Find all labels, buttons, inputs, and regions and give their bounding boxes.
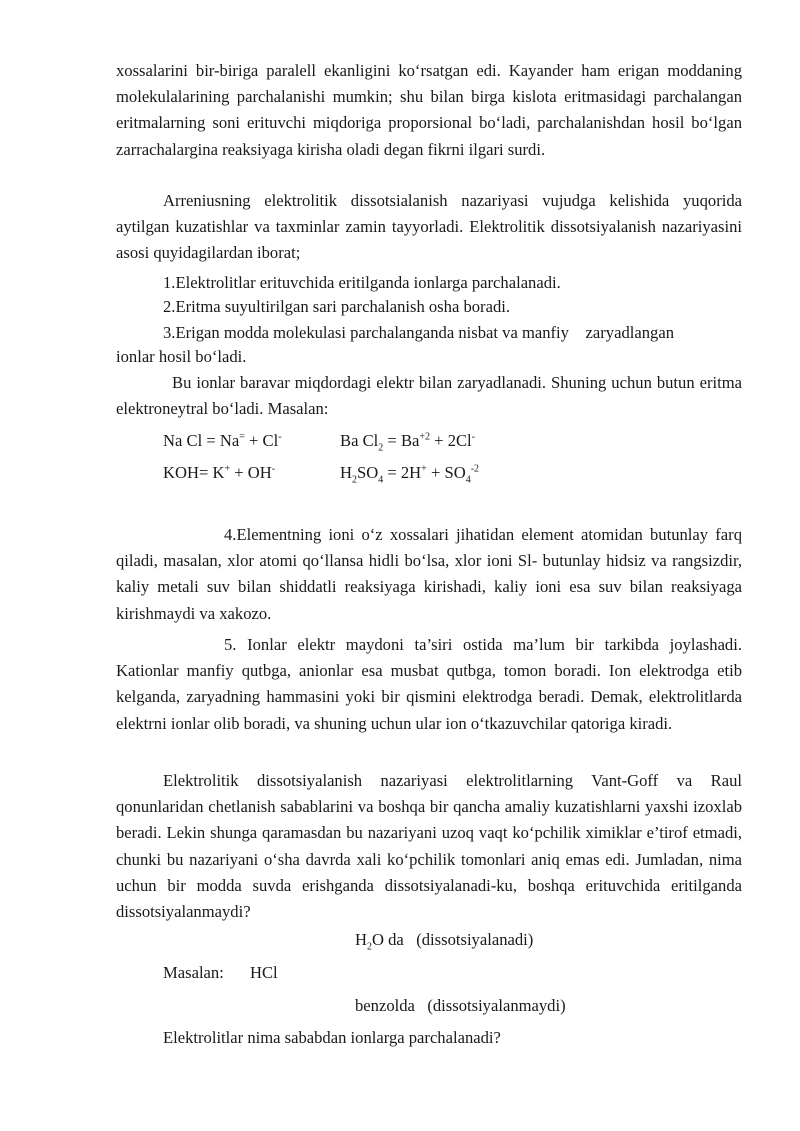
paragraph-element-ion: 4.Elementning ioni o‘z xossalari jihatidan element atomidan butunlay farq qiladi, masalan, xlor atomi qo‘llansa hidli bo‘lsa, xlor ioni Sl- butunlay hidsiz va rangsizdir, kaliy metali suv bilan shiddatli reaksiyaga kirishadi, kaliy ioni esa suv bilan reaksiyaga kirishmaydi va xakozo. xyxy=(116,525,742,623)
equation-nacl: Na Cl = Na= + Cl- xyxy=(163,431,282,450)
equation-h2so4: $H_2SO_4 = 2H^+ + SO_4^{-2}$ xyxy=(340,463,480,486)
paragraph-ions-field: 5. Ionlar elektr maydoni ta’siri ostida ma’lum bir tarkibda joylashadi. Kationlar manfiy qutbga, anionlar esa musbat qutbga, tomon boradi. Ion elektrodga etib kelganda, zaryadning hammasini yoki bir qismini elektrodga beradi. Demak, elektrolitlarda elektrni ionlar olib boradi, va shuning uchun ular ion o‘tkazuvchilar qatoriga kiradi. xyxy=(116,635,742,733)
closing-question: Elektrolitlar nima sababdan ionlarga parchalanadi? xyxy=(163,1028,501,1047)
example-label: Masalan: xyxy=(163,963,224,982)
list-item-1: 1.Elektrolitlar erituvchida eritilganda ionlarga parchalanadi. xyxy=(163,273,561,292)
paragraph-kayander: xossalarini bir-biriga paralell ekanligini ko‘rsatgan edi. Kayander ham erigan moddaning molekulalarining parchalanishi mumkin; shu bilan birga kislota eritmasidagi parchalangan eritmalarning soni erituvchi miqdoriga proporsional bo‘ladi, parchalanishdan hosil bo‘lgan zarrachalargina reaksiyaga kirisha oladi degan fikrni ilgari surdi. xyxy=(116,61,742,159)
list-item-2: 2.Eritma suyultirilgan sari parchalanish osha boradi. xyxy=(163,297,510,316)
paragraph-ions-charge: Bu ionlar baravar miqdordagi elektr bilan zaryadlanadi. Shuning uchun butun eritma elektroneytral bo‘ladi. Masalan: xyxy=(116,373,742,419)
equation-bacl2: Ba $Cl_2 = Ba^{+2} + 2Cl^-$ xyxy=(340,431,476,454)
example-h2o: $H_2O$ da (dissotsiyalanadi) xyxy=(355,930,534,953)
paragraph-arrenius: Arreniusning elektrolitik dissotsialanish nazariyasi vujudga kelishida yuqorida aytilgan kuzatishlar va taxminlar zamin tayyorladi. Elektrolitik dissotsiyalanish nazariyasini asosi quyidagilardan iborat; xyxy=(116,191,742,263)
list-item-3-continuation: ionlar hosil bo‘ladi. xyxy=(116,347,247,366)
example-hcl: HCl xyxy=(250,963,278,982)
equation-koh: KOH= K+ + OH- xyxy=(163,463,276,482)
example-benzene: benzolda (dissotsiyalanmaydi) xyxy=(355,996,566,1015)
list-item-3: 3.Erigan modda molekulasi parchalanganda nisbat va manfiy zaryadlangan xyxy=(163,323,674,342)
paragraph-theory: Elektrolitik dissotsiyalanish nazariyasi elektrolitlarning Vant-Goff va Raul qonunlaridan chetlanish sabablarini va boshqa bir qancha amaliy kuzatishlarni yaxshi izoxlab beradi. Lekin shunga qaramasdan bu nazariyani uzoq vaqt ko‘pchilik ximiklar e’tirof etmadi, chunki bu nazariyani o‘sha davrda xali ko‘pchilik tomonlari aniq emas edi. Jumladan, nima uchun bir modda suvda erishganda dissotsiyalanadi-ku, boshqa erituvchida eritilganda dissotsiyalanmaydi? xyxy=(116,771,742,922)
